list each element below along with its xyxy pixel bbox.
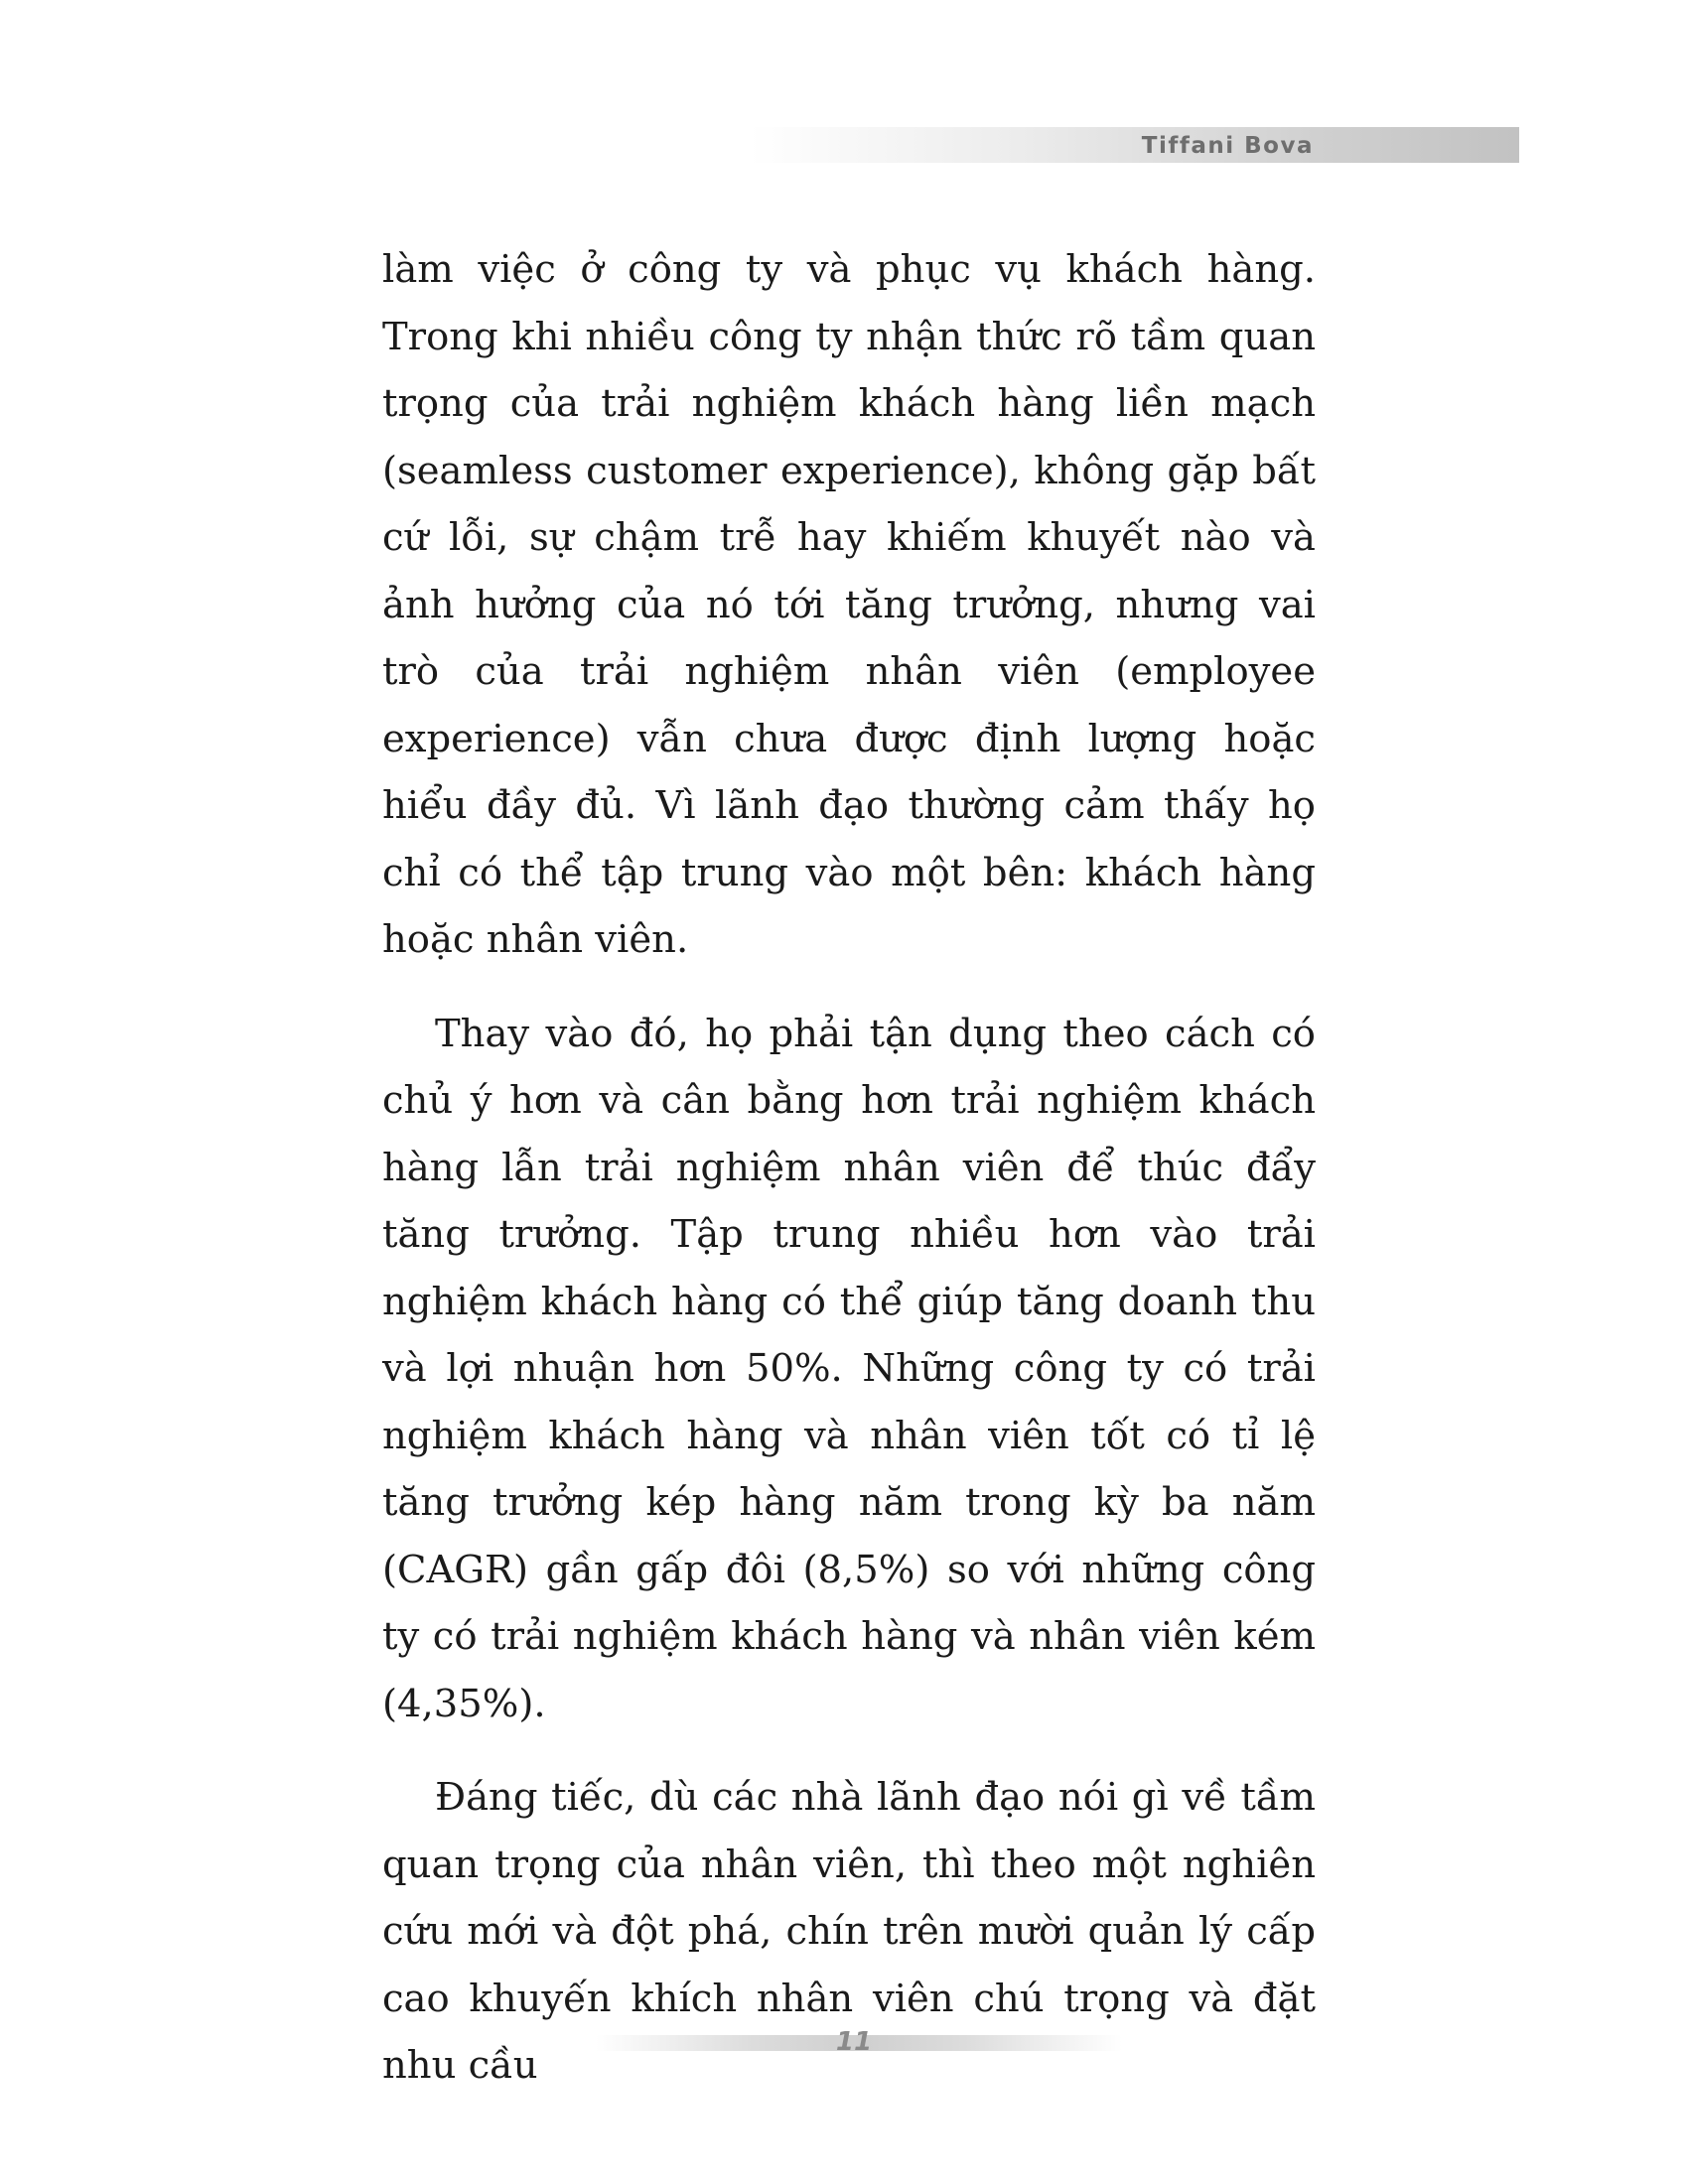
body-text [382,236,1316,2100]
paragraph-1: làm việc ở công ty và phục vụ khách hàng. Trong khi nhiều công ty nhận thức rõ tầm quan trọng của trải nghiệm khách hàng liền mạch (seamless customer experience), không gặp bất cứ lỗi, sự chậm trễ hay khiếm khuyết nào và ảnh hưởng của nó tới tăng trưởng, nhưng vai trò của trải nghiệm nhân viên (employee experience) vẫn chưa được định lượng hoặc hiểu đầy đủ. Vì lãnh đạo thường cảm thấy họ chỉ có thể tập trung vào một bên: khách hàng hoặc nhân viên. [382,247,1316,962]
page-number: 11 [835,2027,873,2057]
running-header-author: Tiffani Bova [1141,133,1314,159]
paragraph-2: Thay vào đó, họ phải tận dụng theo cách có chủ ý hơn và cân bằng hơn trải nghiệm khách hàng lẫn trải nghiệm nhân viên để thúc đẩy tăng trưởng. Tập trung nhiều hơn vào trải nghiệm khách hàng có thể giúp tăng doanh thu và lợi nhuận hơn 50%. Những công ty có trải nghiệm khách hàng và nhân viên tốt có tỉ lệ tăng trưởng kép hàng năm trong kỳ ba năm (CAGR) gần gấp đôi (8,5%) so với những công ty có trải nghiệm khách hàng và nhân viên kém (4,35%). [382,1011,1316,1726]
paragraph-3: Đáng tiếc, dù các nhà lãnh đạo nói gì về tầm quan trọng của nhân viên, thì theo một nghiên cứu mới và đột phá, chín trên mười quản lý cấp cao khuyến khích nhân viên chú trọng và đặt nhu cầu [382,1775,1316,2088]
header-bar [750,127,1519,163]
